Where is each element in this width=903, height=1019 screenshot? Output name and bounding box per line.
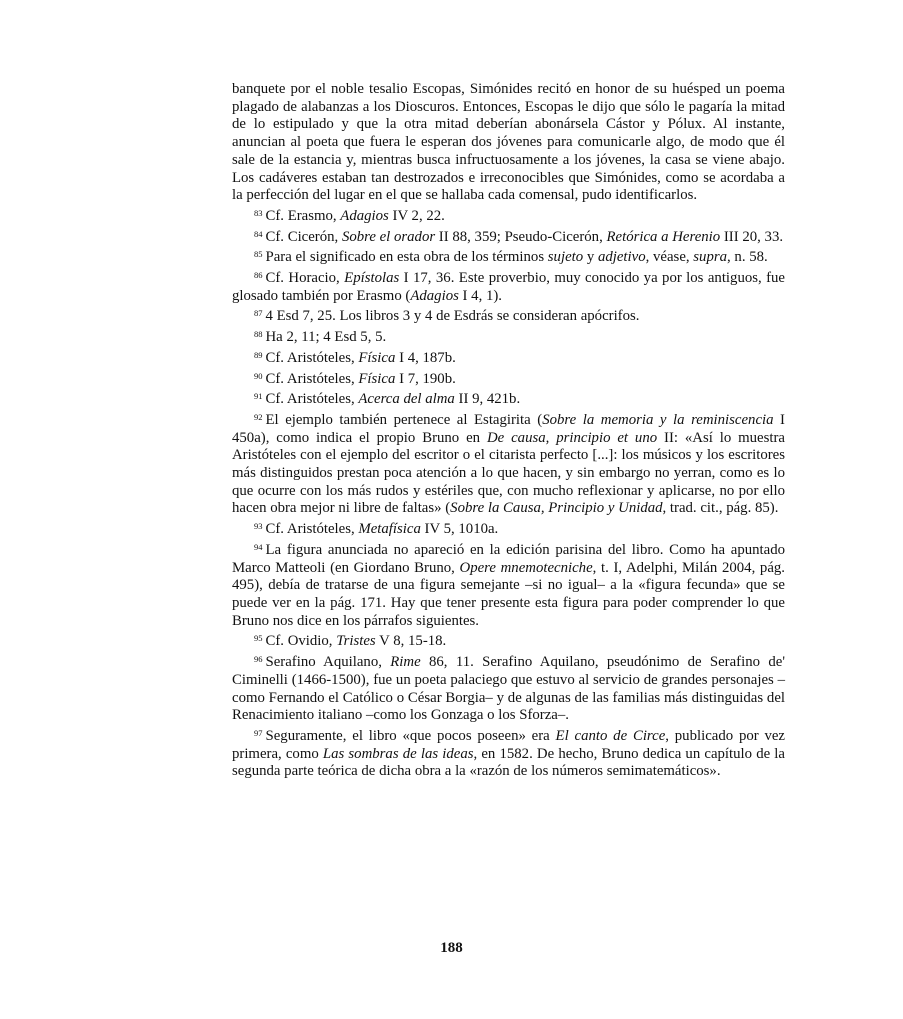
footnote <box>232 347 785 368</box>
footnote-text: I 17, 36. Este proverbio, muy conocido ya por los antiguos, fue glosado también por Erasmo ( <box>232 270 785 304</box>
footnote-title: Metafísica <box>358 521 421 538</box>
footnote-text: Cf. Aristóteles, <box>265 521 359 538</box>
footnote-text: II 9, 421b. <box>454 391 521 408</box>
footnote-text: , véase, <box>645 249 694 266</box>
footnote-text: Cf. Aristóteles, <box>265 391 359 408</box>
footnote-title: Adagios <box>410 287 459 304</box>
footnote <box>232 205 785 226</box>
footnote-text: IV 2, 22. <box>388 207 445 224</box>
footnote <box>232 305 785 326</box>
footnote <box>232 651 785 725</box>
footnote-text: I 450a), como indica el propio Bruno en <box>232 411 785 446</box>
footnote-number: 96 <box>254 654 263 665</box>
footnote-text: 86, 11. Serafino Aquilano, pseudónimo de Serafino de' Ciminelli (1466-1500), fue un poeta palaciego que estuvo al servicio de grandes personajes –como Fernando el Católico o César Borgia– y de algunas de las familias más distinguidas del Renacimiento italiano –como los Gonzaga o los Sforza–. <box>232 654 785 724</box>
footnote-title: De causa, principio et uno <box>486 429 658 446</box>
footnote-title: sujeto <box>547 249 584 266</box>
footnote-text: III 20, 33. <box>720 228 784 245</box>
footnote-text: IV 5, 1010a. <box>420 521 499 538</box>
footnote-text: , t. I, Adelphi, Milán 2004, pág. 495), debía de tratarse de una figura semejante –si no igual– a la «figura fecunda» que se puede ver en la pág. 171. Hay que tener presente esta figura para poder comprender lo que Bruno nos dice en los párrafos siguientes. <box>232 559 786 629</box>
footnote <box>232 518 785 539</box>
footnote-title: Opere mnemotecniche <box>459 559 593 576</box>
footnote-title: Sobre la memoria y la reminiscencia <box>542 411 774 428</box>
text-block <box>232 81 785 781</box>
intro-paragraph: banquete por el noble tesalio Escopas, Simónides recitó en honor de su huésped un poema plagado de alabanzas a los Dioscuros. Entonces, Escopas le dijo que sólo le pagaría la mitad de lo estipulado y que la otra mitad deberían abonársela Cástor y Pólux. Al instante, anuncian al poeta que fuera le esperan dos jóvenes para comunicarle algo, de modo que él sale de la estancia y, mientras busca infructuosamente a los jóvenes, la casa se viene abajo. Los cadáveres estaban tan destrozados e irreconocibles que Simónides, como se acordaba a la perfección del lugar en el que se hallaba cada comensal, pudo identificarlos. <box>232 81 785 204</box>
footnotes <box>232 205 785 781</box>
footnote <box>232 388 785 409</box>
footnote-title: Sobre el orador <box>341 228 436 245</box>
footnote-text: V 8, 15-18. <box>375 633 447 650</box>
footnote-title: Las sombras de las ideas <box>322 745 474 762</box>
footnote-title: Rime <box>390 654 421 671</box>
footnote-number: 93 <box>254 521 263 532</box>
footnote-text: II: «Así lo muestra Aristóteles con el ejemplo del escritor o el citarista perfecto [...]: los músicos y los escritores más distinguidos prestan poca atención a lo que hacen, y sin embargo no yerran, como es lo que ocurre con los más rudos y estériles que, con mucho reflexionar y aplicarse, no por ello hacen obra mejor ni libre de faltas» ( <box>232 429 785 517</box>
page-number: 188 <box>440 940 463 956</box>
footnote-number: 86 <box>254 270 263 281</box>
footnote-title: Adagios <box>340 207 389 224</box>
footnote <box>232 246 785 267</box>
footnote-text: Cf. Horacio, <box>265 270 345 287</box>
footnote-text: I 4, 187b. <box>395 349 456 366</box>
footnote <box>232 630 785 651</box>
footnote-number: 85 <box>254 249 263 260</box>
footnote <box>232 267 785 305</box>
footnote <box>232 725 785 781</box>
footnote-title: Física <box>358 370 396 387</box>
footnote-text: Cf. Aristóteles, <box>265 349 359 366</box>
footnote <box>232 409 785 518</box>
footnote-text: Serafino Aquilano, <box>265 654 391 671</box>
footnote-text: I 4, 1). <box>458 287 503 304</box>
footnote-number: 91 <box>254 391 263 402</box>
footnote-title: Retórica a Herenio <box>606 228 721 245</box>
footnote-title: adjetivo <box>597 249 646 266</box>
footnote-number: 84 <box>254 228 263 239</box>
footnote-title: Física <box>358 349 396 366</box>
footnote-text: Cf. Erasmo, <box>265 207 341 224</box>
footnote-number: 94 <box>254 541 263 552</box>
footnote-text: Cf. Aristóteles, <box>265 370 359 387</box>
footnote-title: Epístolas <box>344 270 400 287</box>
footnote-text: y <box>583 249 598 266</box>
footnote-text: , publicado por vez primera, como <box>232 727 786 762</box>
footnote-title: Sobre la Causa, Principio y Unidad <box>450 500 663 517</box>
footnote-title: Tristes <box>336 633 376 650</box>
footnote <box>232 226 785 247</box>
footnote-number: 95 <box>254 633 263 644</box>
footnote-text: I 7, 190b. <box>395 370 456 387</box>
footnote-text: Cf. Ovidio, <box>265 633 337 650</box>
footnote-title: Acerca del alma <box>358 391 455 408</box>
footnote-text: 4 Esd 7, 25. Los libros 3 y 4 de Esdrás se consideran apócrifos. <box>265 308 640 325</box>
footnote-text: , trad. cit., pág. 85). <box>662 500 779 517</box>
footnote-number: 87 <box>254 308 263 319</box>
footnote <box>232 326 785 347</box>
footnote-text: El ejemplo también pertenece al Estagirita ( <box>265 411 543 428</box>
footnote-number: 90 <box>254 370 263 381</box>
footnote-text: Cf. Cicerón, <box>265 228 342 245</box>
footnote-text: La figura anunciada no apareció en la edición parisina del libro. Como ha apuntado Marco Matteoli (en Giordano Bruno, <box>232 541 785 576</box>
footnote-text: Ha 2, 11; 4 Esd 5, 5. <box>265 329 387 346</box>
footnote-number: 92 <box>254 411 263 422</box>
footnote-text: , n. 58. <box>727 249 768 266</box>
footnote-number: 89 <box>254 349 263 360</box>
footnote-number: 88 <box>254 329 263 340</box>
footnote-text: II 88, 359; Pseudo-Cicerón, <box>435 228 607 245</box>
footnote-title: El canto de Circe <box>555 727 666 744</box>
footnote-text: , en 1582. De hecho, Bruno dedica un capítulo de la segunda parte teórica de dicha obra a la «razón de los números semimatemáticos». <box>232 745 785 780</box>
footnote <box>232 539 785 631</box>
footnote-number: 83 <box>254 207 263 218</box>
footnote-text: Seguramente, el libro «que pocos poseen» era <box>265 727 556 744</box>
footnote-title: supra <box>693 249 728 266</box>
footnote-text: Para el significado en esta obra de los términos <box>265 249 548 266</box>
footnote <box>232 368 785 389</box>
footnote-number: 97 <box>254 727 263 738</box>
